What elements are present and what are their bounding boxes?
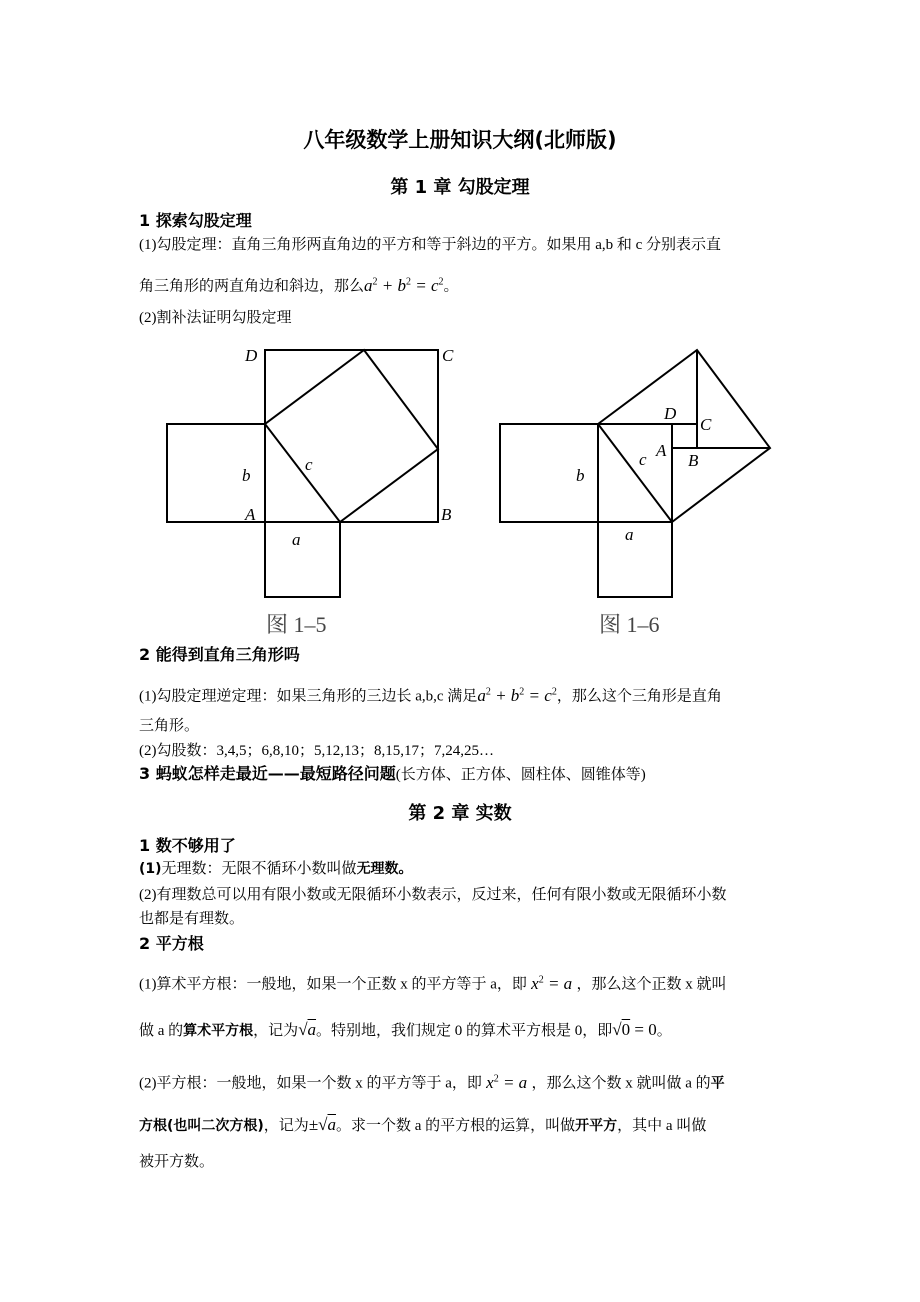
formula: $x^2 = a$: [526, 973, 577, 993]
formula-plus-minus-sqrt-a: ±√a: [308, 1115, 336, 1134]
label-C: C: [700, 415, 712, 434]
label-c: c: [639, 450, 647, 469]
bold-term: 算术平方根: [183, 1023, 254, 1039]
paragraph: [139, 1115, 706, 1136]
section-1-2-heading: 2 能得到直角三角形吗: [139, 645, 300, 664]
label-b: b: [576, 466, 585, 485]
label-D: D: [245, 346, 258, 365]
text: 。: [443, 278, 459, 295]
formula-sqrt-a: √a: [298, 1020, 317, 1039]
section-2-2-heading: 2 平方根: [139, 934, 204, 953]
paragraph: [139, 970, 726, 995]
formula-pythagoras: $a^2 + b^2 = c^2$: [477, 685, 557, 705]
text: 。: [656, 1023, 672, 1039]
text: ，记为: [263, 1118, 309, 1134]
section-1-1-heading: 1 探索勾股定理: [139, 211, 252, 230]
bold-term: 无理数。: [356, 861, 413, 877]
text: 无理数：无限不循环小数叫做: [161, 861, 357, 877]
paragraph: [139, 859, 413, 879]
text: ，那么这个正数 x 就叫: [576, 976, 727, 993]
text: 角三角形的两直角边和斜边，那么: [139, 278, 365, 295]
paragraph: (1)勾股定理：直角三角形两直角边的平方和等于斜边的平方。如果用 a,b 和 c 分别表示直: [139, 237, 722, 253]
paragraph: [139, 682, 722, 707]
text: 。求一个数 a 的平方根的运算，叫做: [335, 1118, 576, 1134]
label-a: a: [625, 525, 634, 544]
text: (1)勾股定理逆定理：如果三角形的三边长 a,b,c 满足: [139, 688, 478, 705]
text: 做 a 的: [139, 1023, 184, 1039]
section-2-1-heading: 1 数不够用了: [139, 836, 236, 855]
paragraph: [139, 1069, 725, 1094]
text: (1): [139, 861, 162, 877]
label-b: b: [242, 466, 251, 485]
bold-term: 方根(也叫二次方根): [139, 1118, 264, 1134]
figure-caption: 图 1–6: [599, 612, 660, 637]
label-C: C: [442, 346, 454, 365]
chapter-2-heading: 第 2 章 实数: [408, 803, 512, 824]
text: 。特别地，我们规定 0 的算术平方根是 0，即: [316, 1023, 613, 1039]
text: ，那么这个数 x 就叫做 a 的: [531, 1075, 711, 1092]
paragraph: 也都是有理数。: [139, 911, 245, 927]
label-B: B: [441, 505, 452, 524]
label-c: c: [305, 455, 313, 474]
paragraph: (2)割补法证明勾股定理: [139, 310, 292, 326]
formula-pythagoras: $a^2 + b^2 = c^2$: [364, 275, 444, 295]
chapter-1-heading: 第 1 章 勾股定理: [390, 177, 530, 198]
text: (2)平方根：一般地，如果一个数 x 的平方等于 a，即: [139, 1075, 482, 1092]
heading-note: (长方体、正方体、圆柱体、圆锥体等): [395, 767, 646, 783]
label-A: A: [656, 441, 667, 460]
formula: $x^2 = a$: [481, 1072, 532, 1092]
paragraph: 被开方数。: [139, 1154, 215, 1170]
text: (1)算术平方根：一般地，如果一个正数 x 的平方等于 a，即: [139, 976, 527, 993]
label-B: B: [688, 451, 699, 470]
bold-term: 开平方: [575, 1118, 618, 1134]
bold-term: 平: [710, 1075, 725, 1092]
figure-caption: 图 1–5: [266, 612, 327, 637]
paragraph: 三角形。: [139, 718, 200, 734]
paragraph: [139, 1020, 672, 1041]
section-1-3-heading: [139, 764, 646, 785]
text: ，记为: [253, 1023, 299, 1039]
paragraph: (2)勾股数：3,4,5；6,8,10；5,12,13；8,15,17；7,24,25…: [139, 743, 494, 759]
label-A: A: [245, 505, 256, 524]
formula-sqrt-0: √0 = 0: [612, 1020, 657, 1039]
paragraph: (2)有理数总可以用有限小数或无限循环小数表示，反过来，任何有限小数或无限循环小数: [139, 887, 727, 903]
label-D: D: [664, 404, 677, 423]
text: ，其中 a 叫做: [617, 1118, 707, 1134]
heading-text: 3 蚂蚁怎样走最近——最短路径问题: [139, 764, 396, 783]
document-title: 八年级数学上册知识大纲(北师版): [303, 128, 617, 152]
label-a: a: [292, 530, 301, 549]
text: ，那么这个三角形是直角: [556, 688, 722, 705]
